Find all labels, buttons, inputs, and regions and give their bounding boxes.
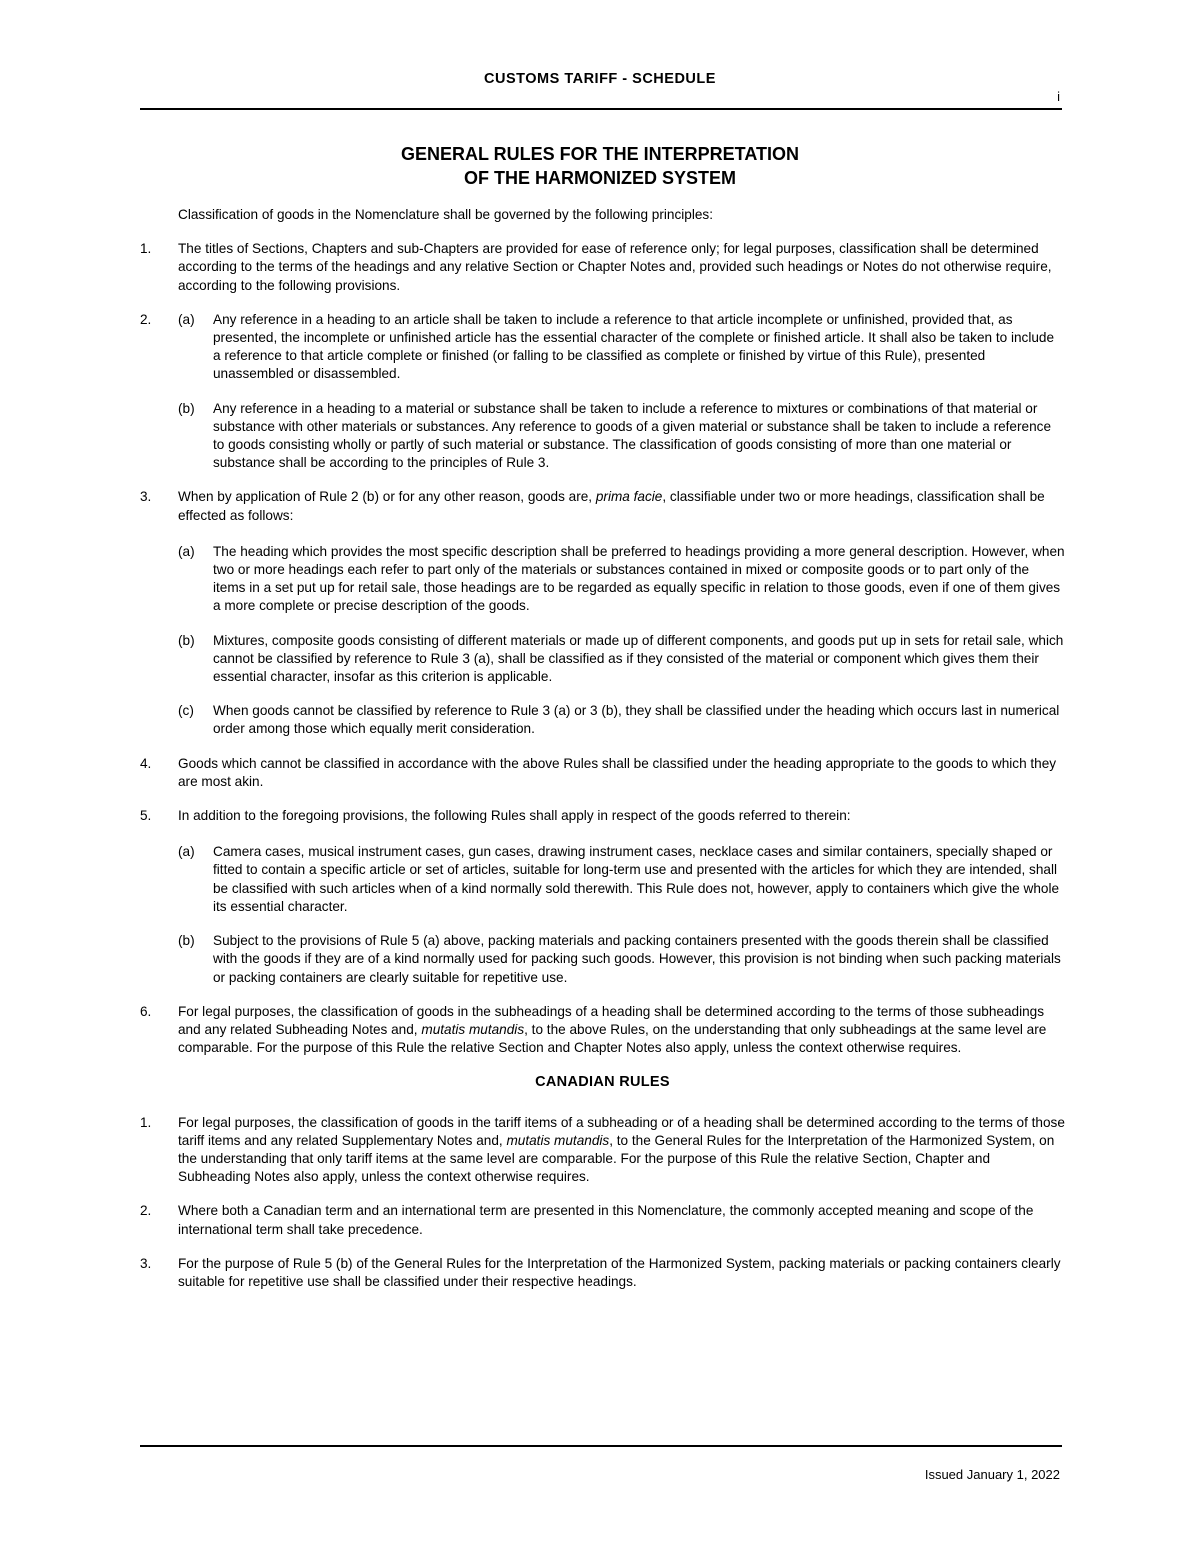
sub-text: The heading which provides the most specific description shall be preferred to headings providing a more general description. However, when two or more headings each refer to part only of the materials or substances contained in mixed or composite goods or to part only of the items in a set put up for retail sale, those headings are to be regarded as equally specific in relation to those goods, even if one of them gives a more complete or precise description of the goods. [213, 543, 1065, 614]
sub-label: (b) [178, 400, 195, 416]
rule-text: For legal purposes, the classification of goods in the subheadings of a heading shall be determined according to the terms of those subheadings and any related Subheading Notes and, mutatis mutandis, to the above Rules, on the understanding that only subheadings at the same level are comparable. For the purpose of this Rule the relative Section and Chapter Notes also apply, unless the context otherwise requires. [178, 1003, 1047, 1056]
sub-text: Subject to the provisions of Rule 5 (a) above, packing materials and packing containers presented with the goods therein shall be classified with the goods if they are of a kind normally used for packing such goods. However, this provision is not binding when such packing materials or packing containers are clearly suitable for repetitive use. [213, 933, 1061, 985]
sub-label: (a) [178, 844, 195, 860]
rule-lead-text: When by application of Rule 2 (b) or for any other reason, goods are, prima facie, classifiable under two or more headings, classification shall be effected as follows: [178, 489, 1045, 523]
rule-3a [178, 543, 1065, 616]
rule-text: Where both a Canadian term and an international term are presented in this Nomenclature, the commonly accepted meaning and scope of the international term shall take precedence. [178, 1203, 1034, 1237]
sub-text: Camera cases, musical instrument cases, gun cases, drawing instrument cases, necklace cases and similar containers, specially shaped or fitted to contain a specific article or set of articles, suitable for long-term use and presented with the articles for which they are intended, shall be classified with such articles when of a kind normally sold therewith. This Rule does not, however, apply to containers which give the whole its essential character. [213, 844, 1060, 914]
latin-term: mutatis mutandis [506, 1132, 610, 1148]
general-rule-1 [140, 240, 1065, 295]
footer-divider [140, 1445, 1062, 1447]
latin-term: prima facie [595, 489, 663, 505]
sub-label: (a) [178, 543, 195, 559]
canadian-rules-heading: CANADIAN RULES [535, 1074, 670, 1091]
document-title-line-2: OF THE HARMONIZED SYSTEM [463, 168, 736, 188]
rule-text: For legal purposes, the classification of goods in the tariff items of a subheading or of a heading shall be determined according to the terms of those tariff items and any related Supplementary Notes and, mutatis mutandis, to the General Rules for the Interpretation of the Harmonized System, on the understanding that only tariff items at the same level are comparable. For the purpose of this Rule the relative Section, Chapter and Subheading Notes also apply, unless the context otherwise requires. [178, 1114, 1065, 1185]
rule-5a [178, 843, 1065, 916]
rule-number: 3. [140, 489, 152, 505]
rule-number: 2. [140, 1203, 152, 1219]
rule-5b [178, 932, 1065, 987]
latin-term: mutatis mutandis [421, 1021, 525, 1037]
canadian-rule-1 [140, 1114, 1065, 1187]
rule-3b [178, 632, 1065, 687]
rule-number: 1. [140, 241, 152, 257]
sub-label: (a) [178, 311, 195, 327]
document-body [140, 206, 1065, 1307]
canadian-rule-3 [140, 1255, 1065, 1291]
rule-number: 1. [140, 1114, 152, 1130]
intro-paragraph: Classification of goods in the Nomenclature shall be governed by the following principles: [178, 207, 713, 222]
general-rule-4 [140, 755, 1065, 791]
rule-2b [178, 400, 1065, 473]
rule-number: 2. [140, 311, 152, 327]
canadian-rule-2 [140, 1202, 1065, 1238]
sub-text: When goods cannot be classified by reference to Rule 3 (a) or 3 (b), they shall be classified under the heading which occurs last in numerical order among those which equally merit consideration. [213, 703, 1060, 737]
rule-2a [178, 311, 1065, 384]
rule-number: 5. [140, 808, 152, 824]
general-rule-2 [140, 311, 1065, 489]
rule-text: The titles of Sections, Chapters and sub-Chapters are provided for ease of reference only; for legal purposes, classification shall be determined according to the terms of the headings and any relative Section or Chapter Notes and, provided such headings or Notes do not otherwise require, according to the following provisions. [178, 241, 1052, 293]
rule-text: Goods which cannot be classified in accordance with the above Rules shall be classified under the heading appropriate to the goods to which they are most akin. [178, 755, 1057, 789]
general-rule-3 [140, 488, 1065, 754]
running-header: CUSTOMS TARIFF - SCHEDULE [484, 71, 716, 87]
sub-label: (c) [178, 703, 194, 719]
rule-number: 4. [140, 755, 152, 771]
rule-number: 3. [140, 1255, 152, 1271]
sub-text: Mixtures, composite goods consisting of different materials or made up of different components, and goods put up in sets for retail sale, which cannot be classified by reference to Rule 3 (a), shall be classified as if they consisted of the material or component which gives them their essential character, insofar as this criterion is applicable. [213, 632, 1064, 685]
rule-text: For the purpose of Rule 5 (b) of the General Rules for the Interpretation of the Harmonized System, packing materials or packing containers clearly suitable for repetitive use shall be classified under their respective headings. [178, 1255, 1061, 1289]
general-rule-5 [140, 807, 1065, 1003]
sub-text: Any reference in a heading to a material or substance shall be taken to include a reference to mixtures or combinations of that material or substance with other materials or substances. Any reference to goods of a given material or substance shall be taken to include a reference to goods consisting wholly or partly of such material or substance. The classification of goods consisting of more than one material or substance shall be according to the principles of Rule 3. [213, 400, 1051, 471]
issued-date: Issued January 1, 2022 [924, 1467, 1060, 1482]
rule-3c [178, 702, 1065, 738]
rule-lead-text: In addition to the foregoing provisions, the following Rules shall apply in respect of the goods referred to therein: [178, 808, 851, 824]
header-divider [140, 108, 1062, 110]
general-rule-6 [140, 1003, 1065, 1058]
sub-label: (b) [178, 933, 195, 949]
sub-label: (b) [178, 632, 195, 648]
document-title [0, 142, 1200, 190]
document-title-line-1: GENERAL RULES FOR THE INTERPRETATION [400, 144, 799, 164]
rule-number: 6. [140, 1003, 152, 1019]
sub-text: Any reference in a heading to an article shall be taken to include a reference to that article incomplete or unfinished, provided that, as presented, the incomplete or unfinished article has the essential character of the complete or finished article. It shall also be taken to include a reference to that article complete or finished (or falling to be classified as complete or finished by virtue of this Rule), presented unassembled or disassembled. [213, 311, 1055, 382]
page-number: i [1057, 89, 1060, 104]
